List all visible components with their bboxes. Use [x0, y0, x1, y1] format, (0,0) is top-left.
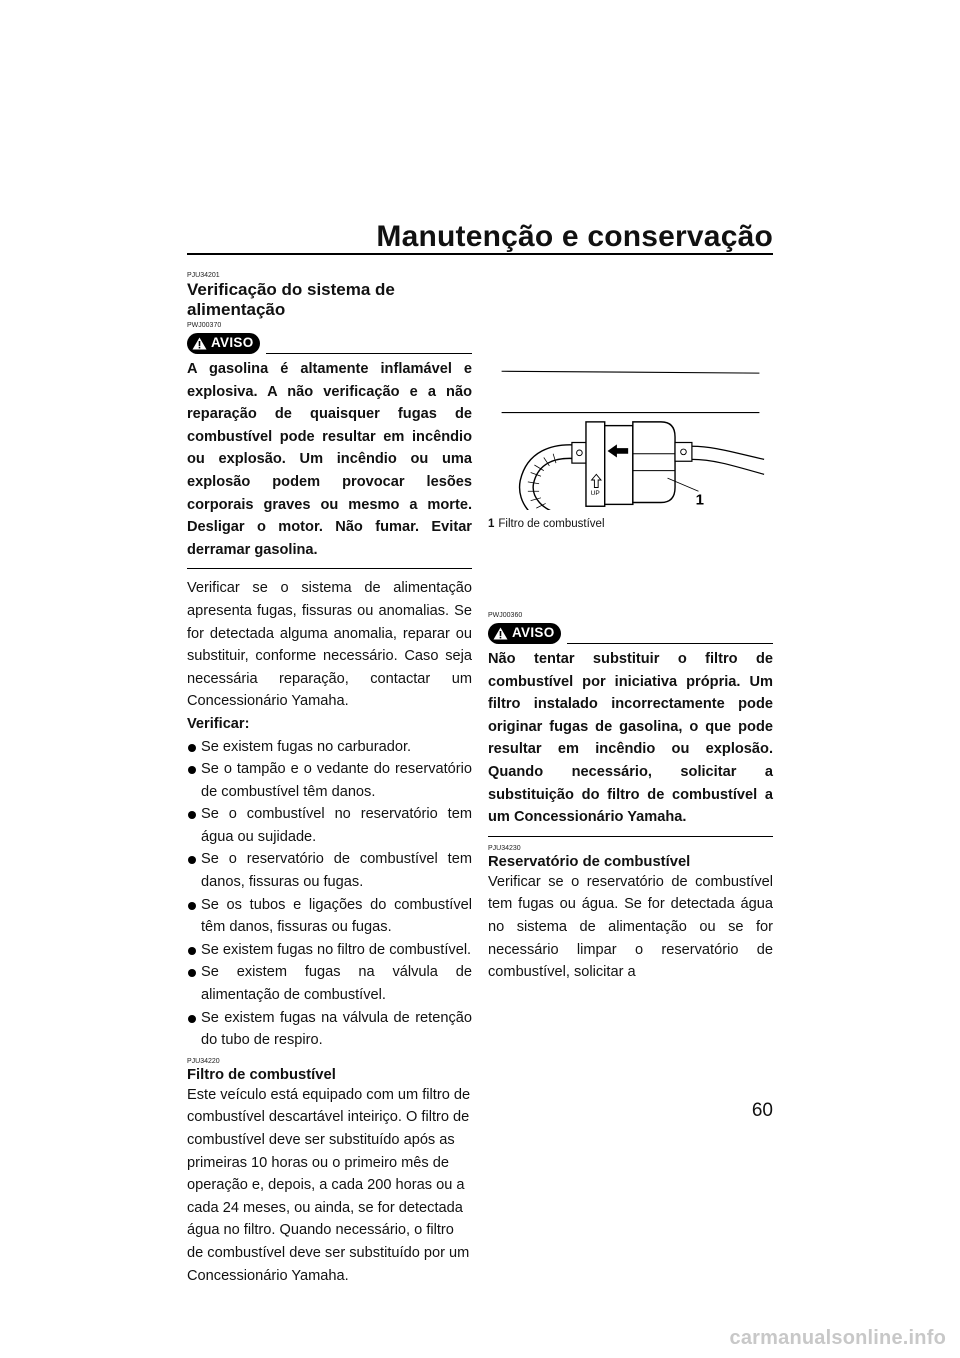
list-item: Se os tubos e ligações do combustível têm danos, fissuras ou fugas.: [187, 894, 472, 939]
section-title: Verificação do sistema de alimentação: [187, 280, 395, 319]
list-item: Se o combustível no reservatório tem água ou sujidade.: [187, 803, 472, 848]
callout-number: 1: [695, 491, 704, 509]
aviso-label: AVISO: [512, 625, 555, 641]
warning-code: PWJ00370: [187, 322, 222, 329]
warning-text: Não tentar substituir o filtro de combustível por iniciativa própria. Um filtro instalado incorrectamente pode originar fugas de gasolina, o que pode resultar em incêndio ou explosão. Quando necessário, solicitar a substituição do filtro de combustível a um Concessionário Yamaha.: [488, 648, 773, 837]
check-label: Verificar:: [187, 715, 250, 732]
aviso-badge: [488, 623, 561, 644]
warning-rule: [567, 643, 773, 644]
tank-title: Reservatório de combustível: [488, 853, 691, 870]
list-item: Se existem fugas na válvula de retenção do tubo de respiro.: [187, 1007, 472, 1052]
list-item: Se existem fugas no carburador.: [187, 736, 472, 759]
aviso-label: AVISO: [211, 335, 254, 351]
watermark-text: carmanualsonline.info: [729, 1327, 946, 1349]
warning-rule: [266, 353, 472, 354]
list-item: Se o reservatório de combustível tem danos, fissuras ou fugas.: [187, 848, 472, 893]
warning-code: PWJ00360: [488, 612, 523, 619]
page-title: Manutenção e conservação: [376, 220, 773, 253]
warning-header: [488, 623, 773, 644]
warning-header: [187, 333, 472, 354]
filter-code: PJU34220: [187, 1057, 220, 1065]
left-column: [187, 272, 472, 1287]
list-item: Se existem fugas no filtro de combustível.: [187, 939, 472, 962]
tank-paragraph: Verificar se o reservatório de combustível tem fugas ou água. Se for detectada água no sistema de alimentação ou se for necessário limpar o reservatório de combustível, solicitar a: [488, 873, 773, 981]
up-arrow-label: UP: [590, 490, 600, 497]
figure-caption: [488, 517, 773, 531]
fuel-filter-illustration: [488, 360, 773, 510]
title-rule: [187, 253, 773, 255]
caption-number: 1: [488, 518, 495, 530]
list-item: Se existem fugas na válvula de alimentação de combustível.: [187, 961, 472, 1006]
warning-text: A gasolina é altamente inflamável e explosiva. A não verificação e a não reparação de quaisquer fugas de combustível pode resultar em incêndio ou explosão. Um incêndio ou uma explosão podem provocar lesões corporais graves ou mesmo a morte. Desligar o motor. Não fumar. Evitar derramar gasolina.: [187, 358, 472, 569]
aviso-badge: [187, 333, 260, 354]
check-list: [187, 736, 472, 1052]
filter-paragraph: Este veículo está equipado com um filtro de combustível descartável inteiriço. O filtro de combustível deve ser substituído após as primeiras 10 horas ou o primeiro mês de operação e, depois, a cada 200 horas ou a cada 24 meses, ou ainda, se for detectada água no filtro. Quando necessário, o filtro de combustível deve ser substituído por um Concessionário Yamaha.: [187, 1086, 471, 1284]
intro-paragraph: Verificar se o sistema de alimentação apresenta fugas, fissuras ou anomalias. Se for detectada alguma anomalia, reparar ou substituir, conforme necessário. Caso seja necessária reparação, contactar um Concessionário Yamaha.: [187, 580, 472, 710]
section-code: PJU34201: [187, 272, 220, 279]
tank-code: PJU34230: [488, 844, 521, 852]
figure-block: [488, 336, 773, 531]
caption-text: Filtro de combustível: [498, 518, 605, 530]
right-column: [488, 612, 773, 984]
warning-triangle-icon: [493, 627, 508, 640]
page-number: 60: [751, 1100, 773, 1121]
warning-triangle-icon: [192, 337, 207, 350]
filter-title: Filtro de combustível: [187, 1066, 336, 1083]
list-item: Se o tampão e o vedante do reservatório de combustível têm danos.: [187, 758, 472, 803]
